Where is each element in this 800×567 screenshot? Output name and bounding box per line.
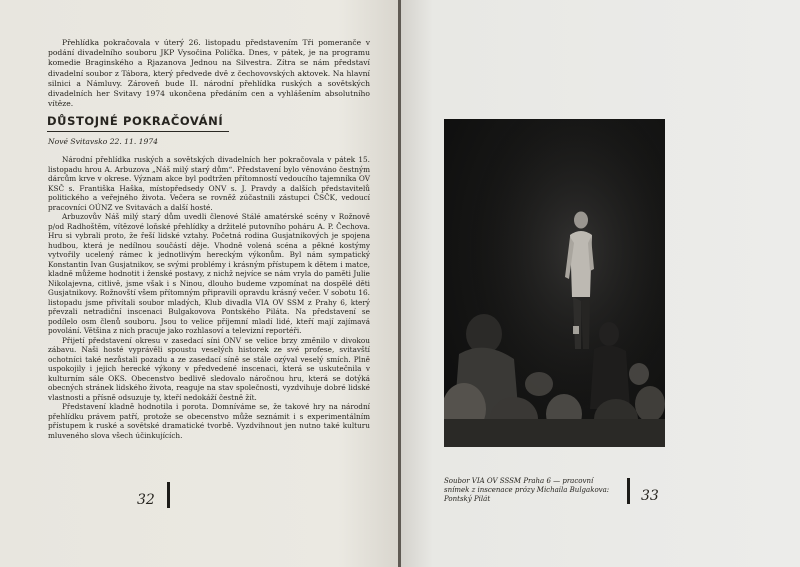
photo-caption: Soubor VIA OV SSSM Praha 6 — pracovní snímek z inscenace prózy Michaila Bulgakova: Pontský Pilát <box>444 477 610 503</box>
intro-paragraph <box>48 38 370 109</box>
stage-photo-illustration <box>444 119 665 447</box>
page-number-rule-left <box>167 482 170 508</box>
article-body <box>48 155 370 440</box>
article-paragraph: Národní přehlídka ruských a sovětských divadelních her pokračovala v pátek 15. listopadu hrou A. Arbuzova „Náš milý starý dům“. Představení bylo věnováno čestným dárcům krve v okrese. Význam akce byl podtržen přítomností vedoucího tajemníka OV KSČ s. Františka Haška, místopředsedy ONV s. J. Pravdy a dalších představitelů politického a veřejného života. Večera se rovněž zúčastnili zástupci ČSČK, vedoucí pracovníci OÚNZ ve Svitavách a další hosté. <box>48 155 370 212</box>
page-number-rule-right <box>627 478 630 504</box>
page-number-left: 32 <box>137 492 155 508</box>
stage-photograph <box>444 119 665 447</box>
left-page <box>0 0 398 567</box>
article-paragraph: Představení kladně hodnotila i porota. Domníváme se, že takové hry na národní přehlídku právem patří, protože se obecenstvo může seznámit i s experimentálním přístupem k ruské a sovětské dramatické tvorbě. Vyzdvihnout jen nutno také kulturu mluveného slova všech účinkujících. <box>48 402 370 440</box>
article-heading: DŮSTOJNÉ POKRAČOVÁNÍ <box>47 114 229 132</box>
article-dateline: Nové Svitavsko 22. 11. 1974 <box>48 137 158 146</box>
article-paragraph: Přijetí představení okresu v zasedací síni ONV se velice brzy změnilo v divokou zábavu. Naši hosté vyprávěli spoustu veselých historek ze své profese, svitavští ochotníci také nezůstali pozadu a ze zasedací síně se stále ozýval veselý smích. Plně uspokojily i jejich herecké výkony v předvedené inscenaci, která se uskutečnila v kulturním sále OKS. Obecenstvo bedlivě sledovalo náročnou hru, která se dotýká obecných stránek lidského života, reaguje na stav společnosti, vyzdvihuje dobré lidské vlastnosti a přísně odsuzuje ty, kteří nedokáží čestně žít. <box>48 335 370 402</box>
page-number-right: 33 <box>641 488 659 504</box>
article-paragraph: Arbuzovův Náš milý starý dům uvedli členové Stálé amatérské scény v Rožnově p/od Radhoštěm, vítězové loňské přehlídky a držitelé putovního poháru A. P. Čechova. Hru si vybrali proto, že řeší lidské vztahy. Početná rodina Gusjatnikových je spojena hudbou, která je nedílnou součástí děje. Vhodně volená scéna a pěkné kostýmy vytvořily ucelený rámec k jednotlivým hereckým výkonům. Byl nám sympatický Konstantin Ivan Gusjatnikov, se svými problémy i krásným přístupem k dětem i matce, kladně můžeme hodnotit i ženské postavy, z nichž nejvíce se nám vryla do paměti Julie Nikolajevna, citlivě, jsme však i s Ninou, dlouho budeme vzpomínat na dospělé děti Gusjatnikovy. Rožnovští všem přítomným připravili opravdu krásný večer. V sobotu 16. listopadu jsme přivítali soubor mladých, Klub divadla VIA OV SSM z Prahy 6, který převzali netradiční inscenaci Bulgakovova Pontského Piláta. Na představení se podílelo osm členů souboru. Jsou to velice příjemní mladí lidé, kteří mají zajímavá povolání. Většina z nich pracuje jako rozhlasoví a televizní reportéři. <box>48 212 370 335</box>
intro-text: Přehlídka pokračovala v úterý 26. listopadu představením Tři pomeranče v podání divadelního souboru JKP Vysočina Polička. Dnes, v pátek, je na programu komedie Braginského a Rjazanova Jednou na Silvestra. Zítra se nám představí divadelní soubor z Tábora, který předvede dvě z čechovovských aktovek. Na hlavní silnici a Námluvy. Zároveň bude II. národní přehlídka ruských a sovětských divadelních her Svitavy 1974 ukončena předáním cen a vyhlášením absolutního vítěze. <box>48 38 370 109</box>
